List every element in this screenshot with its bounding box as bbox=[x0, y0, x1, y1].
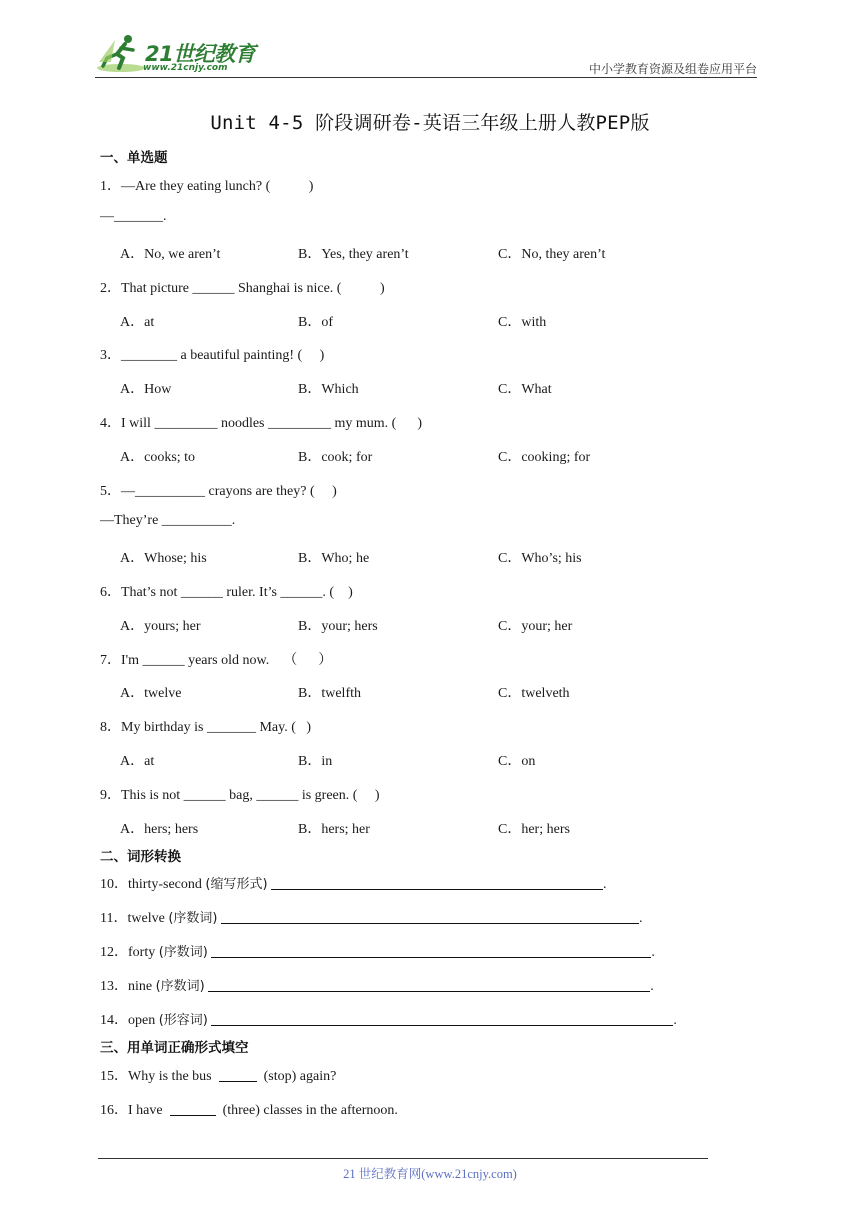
question-stem: 7．I'm ______ years old now. （ ） bbox=[100, 653, 333, 668]
question-text-before: 15．Why is the bus bbox=[100, 1069, 219, 1084]
section-title: 一、单选题 bbox=[100, 150, 168, 166]
question-hint: (序数词) bbox=[158, 945, 208, 960]
logo-url: www.21cnjy.com bbox=[143, 63, 228, 73]
option-a[interactable]: A．yours; her bbox=[120, 619, 201, 634]
option-c[interactable]: C．Who’s; his bbox=[498, 551, 582, 566]
option-a[interactable]: A．How bbox=[120, 382, 172, 397]
question-row bbox=[100, 1099, 398, 1119]
option-c[interactable]: C．cooking; for bbox=[498, 450, 591, 465]
option-b[interactable]: B．Who; he bbox=[298, 551, 370, 566]
question-number: 12． bbox=[100, 945, 128, 960]
answer-blank[interactable] bbox=[170, 1101, 216, 1116]
option-c[interactable]: C．No, they aren’t bbox=[498, 247, 606, 262]
option-a[interactable]: A．Whose; his bbox=[120, 551, 207, 566]
question-row bbox=[100, 1065, 336, 1085]
option-b[interactable]: B．your; hers bbox=[298, 619, 378, 634]
section-title: 二、词形转换 bbox=[100, 849, 181, 865]
question-number: 11． bbox=[100, 911, 128, 926]
question-stem-line2: —They’re __________. bbox=[100, 513, 236, 528]
question-number: 13． bbox=[100, 979, 128, 994]
header-divider bbox=[95, 77, 757, 78]
question-hint: (形容词) bbox=[158, 1013, 208, 1028]
question-word: thirty-second bbox=[128, 877, 206, 892]
question-stem: 6．That’s not ______ ruler. It’s ______. ( ) bbox=[100, 585, 353, 600]
question-stem: 3．________ a beautiful painting! ( ) bbox=[100, 348, 325, 363]
option-c[interactable]: C．with bbox=[498, 315, 547, 330]
option-c[interactable]: C．her; hers bbox=[498, 822, 570, 837]
option-b[interactable]: B．hers; her bbox=[298, 822, 370, 837]
logo-text: 21世纪教育 bbox=[145, 42, 256, 66]
question-hint: (序数词) bbox=[155, 979, 205, 994]
logo bbox=[95, 32, 265, 76]
question-word: open bbox=[128, 1013, 159, 1028]
answer-blank[interactable] bbox=[208, 977, 650, 992]
runner-logo-icon bbox=[95, 32, 147, 76]
question-text-after: (stop) again? bbox=[256, 1069, 337, 1084]
option-c[interactable]: C．What bbox=[498, 382, 552, 397]
question-stem: 5．—__________ crayons are they? ( ) bbox=[100, 484, 337, 499]
question-stem: 2．That picture ______ Shanghai is nice. ( ) bbox=[100, 281, 385, 296]
section-title: 三、用单词正确形式填空 bbox=[100, 1040, 249, 1056]
option-c[interactable]: C．your; her bbox=[498, 619, 573, 634]
option-b[interactable]: B．cook; for bbox=[298, 450, 373, 465]
question-row: 14．open (形容词) . bbox=[100, 1013, 677, 1028]
answer-blank[interactable] bbox=[219, 1067, 257, 1082]
option-a[interactable]: A．cooks; to bbox=[120, 450, 196, 465]
question-stem: 9．This is not ______ bag, ______ is green. ( ) bbox=[100, 788, 380, 803]
footer-text[interactable]: 21 世纪教育网(www.21cnjy.com) bbox=[343, 1167, 517, 1181]
page-title: Unit 4-5 阶段调研卷-英语三年级上册人教PEP版 bbox=[210, 112, 650, 134]
answer-blank[interactable] bbox=[211, 1011, 673, 1026]
question-text-before: 16．I have bbox=[100, 1103, 170, 1118]
question-row: 10．thirty-second (缩写形式) . bbox=[100, 877, 607, 892]
footer-divider bbox=[98, 1158, 708, 1159]
question-hint: (缩写形式) bbox=[205, 877, 268, 892]
question-stem: 8．My birthday is _______ May. ( ) bbox=[100, 720, 312, 735]
option-b[interactable]: B．Yes, they aren’t bbox=[298, 247, 409, 262]
platform-name: 中小学教育资源及组卷应用平台 bbox=[588, 62, 757, 76]
answer-blank[interactable] bbox=[211, 943, 651, 958]
option-b[interactable]: B．of bbox=[298, 315, 333, 330]
option-b[interactable]: B．Which bbox=[298, 382, 359, 397]
option-b[interactable]: B．twelfth bbox=[298, 686, 361, 701]
question-row: 13．nine (序数词) . bbox=[100, 979, 654, 994]
question-word: forty bbox=[128, 945, 159, 960]
option-a[interactable]: A．hers; hers bbox=[120, 822, 199, 837]
option-a[interactable]: A．at bbox=[120, 754, 155, 769]
question-stem-line2: —_______. bbox=[100, 209, 167, 224]
question-hint: (序数词) bbox=[168, 911, 218, 926]
question-text-after: (three) classes in the afternoon. bbox=[215, 1103, 398, 1118]
answer-blank[interactable] bbox=[221, 909, 639, 924]
option-a[interactable]: A．at bbox=[120, 315, 155, 330]
question-word: twelve bbox=[127, 911, 169, 926]
option-a[interactable]: A．twelve bbox=[120, 686, 182, 701]
question-stem: 1．—Are they eating lunch? ( ) bbox=[100, 179, 314, 194]
page-header bbox=[95, 32, 757, 78]
question-row: 12．forty (序数词) . bbox=[100, 945, 655, 960]
option-b[interactable]: B．in bbox=[298, 754, 333, 769]
question-number: 14． bbox=[100, 1013, 128, 1028]
answer-blank[interactable] bbox=[271, 875, 603, 890]
question-number: 10． bbox=[100, 877, 128, 892]
question-stem: 4．I will _________ noodles _________ my mum. ( ) bbox=[100, 416, 422, 431]
question-row: 11．twelve (序数词) . bbox=[100, 911, 643, 926]
question-word: nine bbox=[128, 979, 156, 994]
option-c[interactable]: C．twelveth bbox=[498, 686, 570, 701]
option-c[interactable]: C．on bbox=[498, 754, 536, 769]
option-a[interactable]: A．No, we aren’t bbox=[120, 247, 221, 262]
